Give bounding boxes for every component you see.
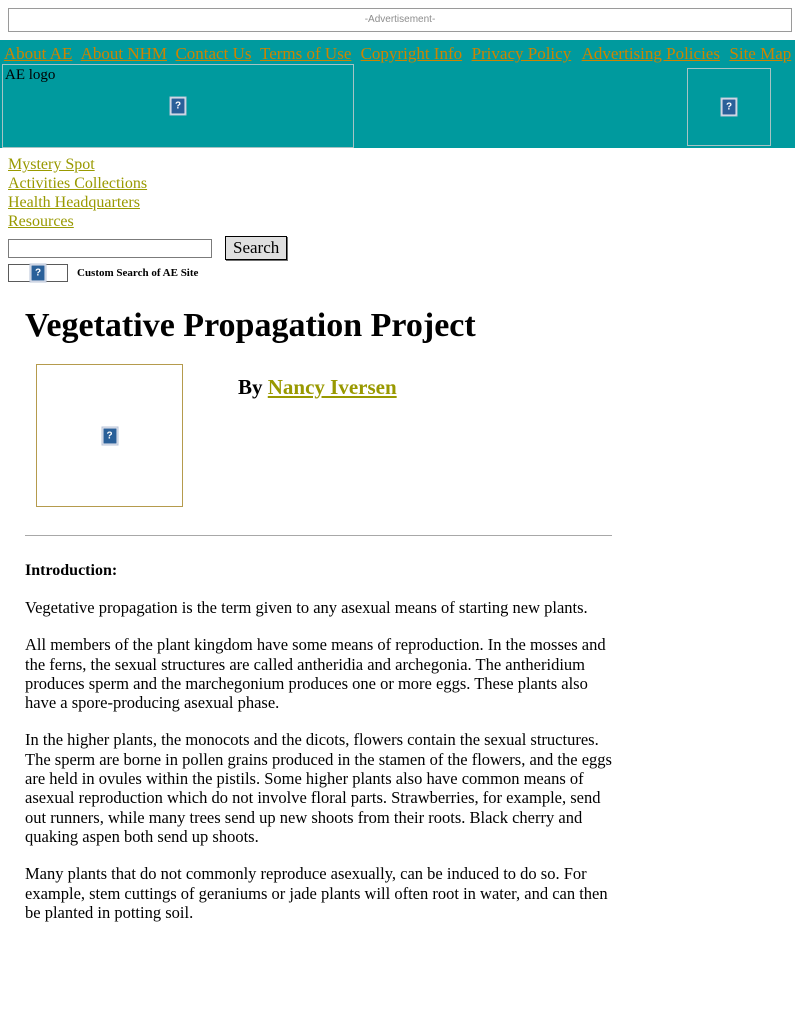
topnav-cell-about-ae	[0, 42, 76, 64]
banner-spacer	[354, 64, 687, 148]
content-divider	[25, 535, 612, 536]
topnav-link-about-ae[interactable]: About AE	[3, 44, 73, 63]
custom-search-row	[0, 260, 800, 282]
google-search-logo-image[interactable]	[8, 264, 68, 282]
search-input[interactable]	[8, 239, 212, 258]
sidebar-link-health-headquarters[interactable]: Health Headquarters	[8, 194, 140, 211]
author-link[interactable]: Nancy Iversen	[267, 375, 397, 399]
topnav-link-terms-of-use[interactable]: Terms of Use	[260, 44, 352, 63]
sidebar-link-mystery-spot[interactable]: Mystery Spot	[8, 156, 95, 173]
topnav-link-contact-us[interactable]: Contact Us	[175, 44, 252, 63]
article-paragraph: All members of the plant kingdom have some means of reproduction. In the mosses and the ferns, the sexual structures are called antheridia and archegonia. The antheridium produces sperm and the marchegonium produces one or more eggs. These plants also have a spore-producing asexual phase.	[25, 635, 606, 713]
byline-prefix: By	[238, 375, 263, 399]
sidebar-item-health-headquarters	[8, 193, 800, 212]
article-paragraph: In the higher plants, the monocots and the dicots, flowers contain the sexual structures. The sperm are borne in pollen grains produced in the stamen of the flowers, and the eggs are held in ovules within the pistils. Some higher plants also have common means of asexual reproduction which do not involve floral parts. Strawberries, for example, send out runners, while many trees send up new shoots from their roots. Black cherry and quaking aspen both send up shoots.	[25, 730, 612, 846]
broken-image-icon: ?	[31, 265, 46, 282]
search-form	[0, 231, 800, 260]
byline	[238, 375, 397, 400]
topnav-link-site-map[interactable]: Site Map	[729, 44, 792, 63]
banner-row	[0, 64, 795, 148]
topnav-link-advertising-policies[interactable]: Advertising Policies	[581, 44, 720, 63]
ae-logo-alt-text: AE logo	[5, 67, 56, 83]
topnav-link-about-nhm[interactable]: About NHM	[80, 44, 168, 63]
advertisement-spacer	[0, 32, 800, 40]
topnav-cell-terms-of-use	[256, 42, 356, 64]
top-navigation-table	[0, 42, 795, 64]
topnav-link-copyright-info[interactable]: Copyright Info	[360, 44, 463, 63]
advertisement-label: -Advertisement-	[364, 14, 436, 25]
site-masthead	[0, 40, 795, 148]
topnav-cell-advertising-policies	[576, 42, 726, 64]
topnav-cell-contact-us	[171, 42, 255, 64]
topnav-cell-about-nhm	[76, 42, 171, 64]
sidebar-item-activities-collections	[8, 174, 800, 193]
byline-row	[0, 364, 800, 507]
topnav-cell-privacy-policy	[467, 42, 576, 64]
sidebar-link-resources[interactable]: Resources	[8, 213, 74, 230]
ae-logo-image[interactable]	[2, 64, 354, 148]
sidebar-item-mystery-spot	[8, 155, 800, 174]
sidebar-link-activities-collections[interactable]: Activities Collections	[8, 175, 148, 192]
broken-image-icon: ?	[722, 99, 737, 116]
section-navigation	[0, 148, 800, 231]
topnav-link-privacy-policy[interactable]: Privacy Policy	[471, 44, 572, 63]
search-button[interactable]: Search	[225, 236, 287, 260]
advertisement-strip	[0, 0, 800, 32]
custom-search-caption: Custom Search of AE Site	[77, 267, 199, 279]
broken-image-icon: ?	[102, 427, 117, 444]
topnav-cell-copyright-info	[356, 42, 467, 64]
article-paragraph: Vegetative propagation is the term given to any asexual means of starting new plants.	[25, 598, 588, 617]
sidebar-item-resources	[8, 212, 800, 231]
advertisement-banner[interactable]	[8, 8, 792, 32]
top-navigation	[0, 40, 795, 64]
broken-image-icon: ?	[171, 98, 186, 115]
article-thumbnail-image[interactable]	[36, 364, 183, 507]
introduction-heading: Introduction:	[25, 562, 118, 579]
banner-right-image[interactable]	[687, 68, 771, 146]
article-body	[0, 306, 800, 922]
article-paragraph: Many plants that do not commonly reproduce asexually, can be induced to do so. For example, stem cuttings of geraniums or jade plants will often root in water, and can then be planted in potting soil.	[25, 864, 608, 922]
page-title: Vegetative Propagation Project	[25, 307, 476, 344]
topnav-cell-site-map	[726, 42, 795, 64]
